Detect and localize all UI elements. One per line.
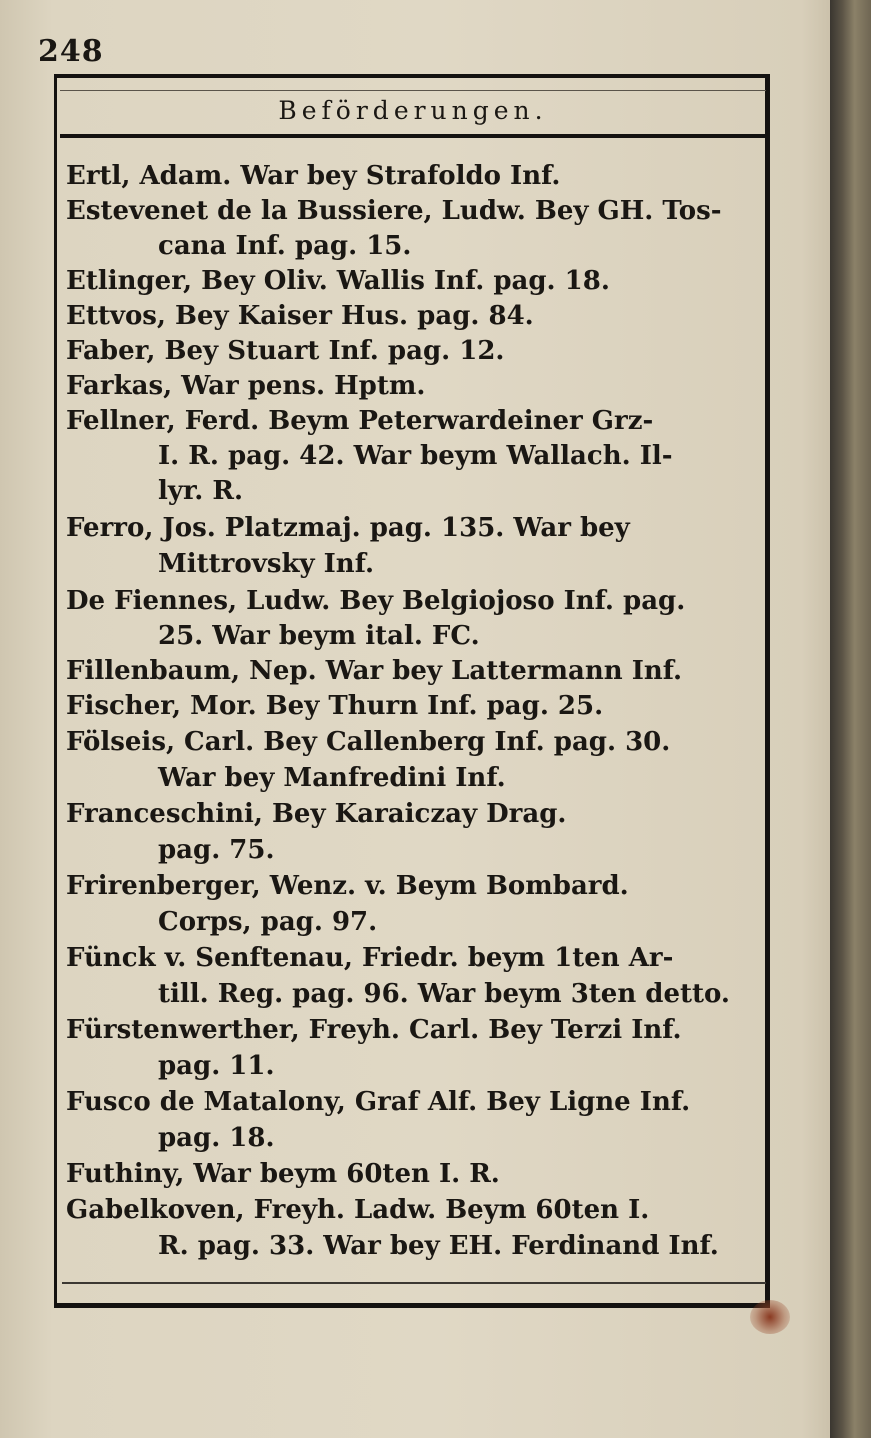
entry-line: Gabelkoven, Freyh. Ladw. Beym 60ten I. xyxy=(66,1195,650,1225)
entry-line: R. pag. 33. War bey EH. Ferdinand Inf. xyxy=(158,1231,719,1261)
entry-line: War bey Manfredini Inf. xyxy=(158,763,506,793)
entry-line: lyr. R. xyxy=(158,476,244,506)
entry-line: pag. 18. xyxy=(158,1123,275,1153)
entry-line: Futhiny, War beym 60ten I. R. xyxy=(66,1159,500,1189)
entry-line: Estevenet de la Bussiere, Ludw. Bey GH. Tos- xyxy=(66,196,722,226)
entry-line: Fischer, Mor. Bey Thurn Inf. pag. 25. xyxy=(66,691,604,721)
entry-line: Fünck v. Senftenau, Friedr. beym 1ten Ar- xyxy=(66,943,674,973)
entry-line: pag. 11. xyxy=(158,1051,275,1081)
entry-line: Fölseis, Carl. Bey Callenberg Inf. pag. 30. xyxy=(66,727,671,757)
entry-line: Etlinger, Bey Oliv. Wallis Inf. pag. 18. xyxy=(66,266,610,296)
book-spine xyxy=(830,0,871,1438)
frame-inner-rule xyxy=(60,90,766,91)
entry-line: I. R. pag. 42. War beym Wallach. Il- xyxy=(158,441,673,471)
entry-line: Franceschini, Bey Karaiczay Drag. xyxy=(66,799,567,829)
entry-line: 25. War beym ital. FC. xyxy=(158,621,480,651)
heading-rule xyxy=(60,134,766,138)
entry-line: Fusco de Matalony, Graf Alf. Bey Ligne Inf. xyxy=(66,1087,691,1117)
page-number: 248 xyxy=(38,34,104,69)
entry-line: De Fiennes, Ludw. Bey Belgiojoso Inf. pag. xyxy=(66,586,686,616)
entry-line: Frirenberger, Wenz. v. Beym Bombard. xyxy=(66,871,629,901)
entry-line: Fillenbaum, Nep. War bey Lattermann Inf. xyxy=(66,656,683,686)
entry-line: Ferro, Jos. Platzmaj. pag. 135. War bey xyxy=(66,513,630,543)
ink-stain xyxy=(750,1300,790,1334)
entry-line: Corps, pag. 97. xyxy=(158,907,378,937)
entry-line: Ettvos, Bey Kaiser Hus. pag. 84. xyxy=(66,301,534,331)
entry-line: Ertl, Adam. War bey Strafoldo Inf. xyxy=(66,161,561,191)
bottom-rule xyxy=(62,1282,766,1284)
entry-line: Faber, Bey Stuart Inf. pag. 12. xyxy=(66,336,505,366)
entry-line: Fellner, Ferd. Beym Peterwardeiner Grz- xyxy=(66,406,654,436)
section-heading: Beförderungen. xyxy=(278,96,548,125)
entry-line: Fürstenwerther, Freyh. Carl. Bey Terzi Inf. xyxy=(66,1015,682,1045)
entry-line: till. Reg. pag. 96. War beym 3ten detto. xyxy=(158,979,730,1009)
entry-line: cana Inf. pag. 15. xyxy=(158,231,412,261)
entry-line: Mittrovsky Inf. xyxy=(158,549,375,579)
entry-line: pag. 75. xyxy=(158,835,275,865)
entry-line: Farkas, War pens. Hptm. xyxy=(66,371,426,401)
